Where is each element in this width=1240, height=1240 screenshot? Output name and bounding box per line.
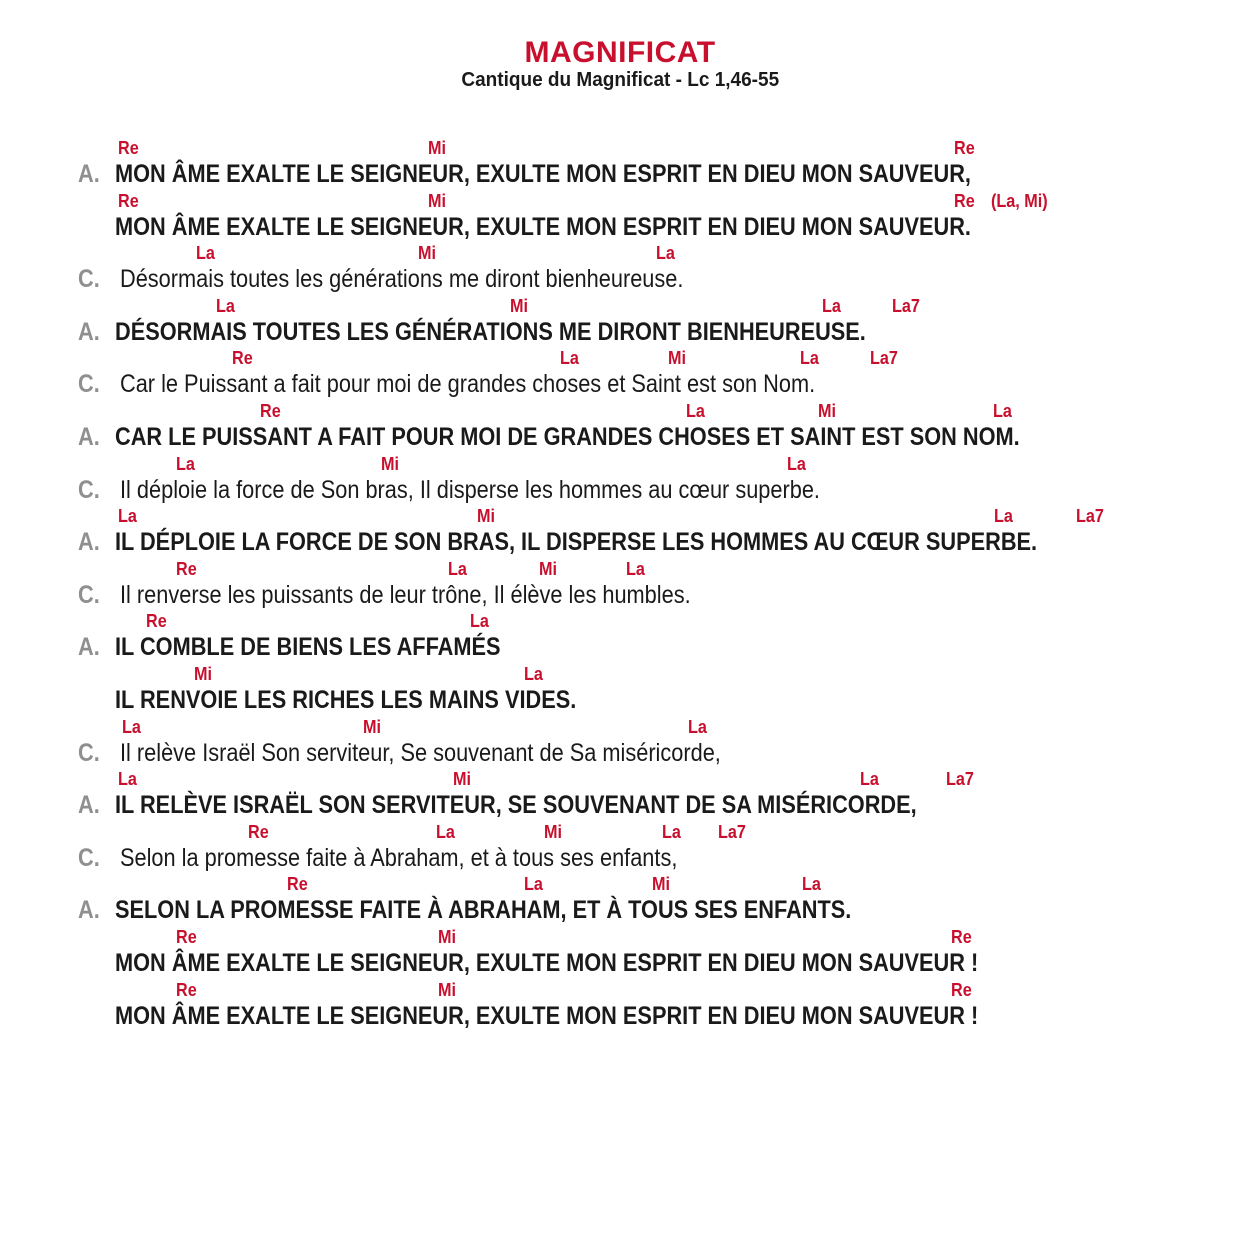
cantor-label: C. bbox=[78, 843, 100, 872]
chord-annotation: La bbox=[122, 716, 141, 737]
lyric-row bbox=[0, 581, 1240, 610]
chord-annotation: Mi bbox=[818, 400, 836, 421]
lyric-row bbox=[0, 633, 1240, 662]
song-line bbox=[0, 925, 1240, 978]
lyric-row bbox=[0, 739, 1240, 768]
lyric-text: MON ÂME EXALTE LE SEIGNEUR, EXULTE MON ESPRIT EN DIEU MON SAUVEUR ! bbox=[115, 948, 979, 977]
chord-annotation: La bbox=[822, 295, 841, 316]
chord-annotation: La bbox=[626, 558, 645, 579]
assembly-label: A. bbox=[78, 791, 100, 820]
chord-annotation: Re bbox=[248, 821, 269, 842]
chord-annotation: Re bbox=[118, 138, 139, 158]
page-subtitle bbox=[0, 69, 1240, 92]
chord-annotation: Mi bbox=[544, 821, 562, 842]
chord-annotation: Mi bbox=[668, 348, 686, 369]
lyric-text: SELON LA PROMESSE FAITE À ABRAHAM, ET À TOUS SES ENFANTS. bbox=[115, 896, 852, 925]
assembly-label: A. bbox=[78, 422, 100, 451]
chord-annotation: Re bbox=[954, 138, 975, 158]
lyric-row bbox=[0, 844, 1240, 873]
chord-annotation: Re bbox=[176, 926, 197, 947]
lyric-row bbox=[0, 160, 1240, 189]
song-line bbox=[0, 399, 1240, 452]
song-line bbox=[0, 662, 1240, 715]
chord-annotation: (La, Mi) bbox=[991, 190, 1048, 211]
chord-row bbox=[0, 767, 1240, 791]
chord-annotation: La bbox=[787, 453, 806, 474]
chord-annotation: La bbox=[560, 348, 579, 369]
lyric-text: MON ÂME EXALTE LE SEIGNEUR, EXULTE MON ESPRIT EN DIEU MON SAUVEUR. bbox=[115, 212, 971, 241]
song-line bbox=[0, 452, 1240, 505]
assembly-label: A. bbox=[78, 528, 100, 557]
song-line bbox=[0, 136, 1240, 189]
chord-annotation: La bbox=[993, 400, 1012, 421]
chord-annotation: Re bbox=[146, 611, 167, 632]
lyric-text: Désormais toutes les générations me diront bienheureuse. bbox=[120, 265, 684, 294]
song-line bbox=[0, 557, 1240, 610]
chord-row bbox=[0, 452, 1240, 476]
chord-annotation: La bbox=[524, 663, 543, 684]
chord-annotation: Re bbox=[232, 348, 253, 369]
lyric-text: MON ÂME EXALTE LE SEIGNEUR, EXULTE MON ESPRIT EN DIEU MON SAUVEUR ! bbox=[115, 1001, 979, 1030]
chord-annotation: Mi bbox=[381, 453, 399, 474]
chord-annotation: Mi bbox=[438, 979, 456, 1000]
chord-row bbox=[0, 978, 1240, 1002]
assembly-label: A. bbox=[78, 160, 100, 188]
chord-annotation: Re bbox=[954, 190, 975, 211]
chord-row bbox=[0, 820, 1240, 844]
lyric-row bbox=[0, 791, 1240, 820]
chord-annotation: Re bbox=[951, 979, 972, 1000]
chord-annotation: Mi bbox=[453, 769, 471, 790]
cantor-label: C. bbox=[78, 580, 100, 609]
chord-annotation: La7 bbox=[718, 821, 746, 842]
lyric-text: Il déploie la force de Son bras, Il disperse les hommes au cœur superbe. bbox=[120, 475, 820, 504]
song-line bbox=[0, 978, 1240, 1031]
lyric-row bbox=[0, 318, 1240, 347]
lyric-text: DÉSORMAIS TOUTES LES GÉNÉRATIONS ME DIRONT BIENHEUREUSE. bbox=[115, 317, 866, 346]
chord-annotation: Mi bbox=[438, 926, 456, 947]
chord-annotation: La bbox=[800, 348, 819, 369]
chord-annotation: Mi bbox=[418, 243, 436, 264]
chord-annotation: Re bbox=[176, 979, 197, 1000]
chord-annotation: Re bbox=[260, 400, 281, 421]
chord-annotation: Mi bbox=[477, 506, 495, 527]
song-line bbox=[0, 872, 1240, 925]
lyric-row bbox=[0, 213, 1240, 242]
chord-annotation: La7 bbox=[946, 769, 974, 790]
lyric-text: IL DÉPLOIE LA FORCE DE SON BRAS, IL DISPERSE LES HOMMES AU CŒUR SUPERBE. bbox=[115, 528, 1038, 557]
chord-annotation: La bbox=[860, 769, 879, 790]
chord-annotation: La7 bbox=[1076, 506, 1104, 527]
chord-annotation: Re bbox=[118, 190, 139, 211]
chord-annotation: La bbox=[802, 874, 821, 895]
chord-annotation: Re bbox=[951, 926, 972, 947]
chord-row bbox=[0, 346, 1240, 370]
chord-annotation: Mi bbox=[428, 138, 446, 158]
chord-row bbox=[0, 399, 1240, 423]
chord-annotation: La7 bbox=[870, 348, 898, 369]
lyric-row bbox=[0, 265, 1240, 294]
chord-annotation: La7 bbox=[892, 295, 920, 316]
lyric-row bbox=[0, 949, 1240, 978]
song-line bbox=[0, 346, 1240, 399]
lyric-text: Selon la promesse faite à Abraham, et à tous ses enfants, bbox=[120, 843, 678, 872]
chord-annotation: La bbox=[448, 558, 467, 579]
song-line bbox=[0, 189, 1240, 242]
chord-annotation: La bbox=[216, 295, 235, 316]
assembly-label: A. bbox=[78, 317, 100, 346]
chord-annotation: La bbox=[196, 243, 215, 264]
lyric-row bbox=[0, 896, 1240, 925]
chord-row bbox=[0, 925, 1240, 949]
chord-row bbox=[0, 662, 1240, 686]
chord-row bbox=[0, 504, 1240, 528]
lyric-text: MON ÂME EXALTE LE SEIGNEUR, EXULTE MON ESPRIT EN DIEU MON SAUVEUR, bbox=[115, 160, 971, 188]
song-line bbox=[0, 715, 1240, 768]
page-title: MAGNIFICAT bbox=[524, 36, 716, 69]
lyric-row bbox=[0, 423, 1240, 452]
page-subtitle-text: Cantique du Magnificat - Lc 1,46-55 bbox=[461, 69, 779, 91]
cantor-label: C. bbox=[78, 475, 100, 504]
chord-annotation: Mi bbox=[510, 295, 528, 316]
lyric-row bbox=[0, 476, 1240, 505]
cantor-label: C. bbox=[78, 265, 100, 294]
chord-annotation: La bbox=[118, 506, 137, 527]
lyric-text: CAR LE PUISSANT A FAIT POUR MOI DE GRANDES CHOSES ET SAINT EST SON NOM. bbox=[115, 422, 1020, 451]
lyric-text: IL COMBLE DE BIENS LES AFFAMÉS bbox=[115, 633, 501, 662]
chord-annotation: Mi bbox=[363, 716, 381, 737]
lyric-row bbox=[0, 686, 1240, 715]
assembly-label: A. bbox=[78, 633, 100, 662]
chord-row bbox=[0, 715, 1240, 739]
cantor-label: C. bbox=[78, 370, 100, 399]
lyric-row bbox=[0, 1002, 1240, 1031]
chord-row bbox=[0, 241, 1240, 265]
chord-row bbox=[0, 609, 1240, 633]
chord-annotation: La bbox=[686, 400, 705, 421]
song-line bbox=[0, 820, 1240, 873]
chord-annotation: La bbox=[470, 611, 489, 632]
lyric-text: IL RELÈVE ISRAËL SON SERVITEUR, SE SOUVENANT DE SA MISÉRICORDE, bbox=[115, 791, 917, 820]
chord-annotation: La bbox=[662, 821, 681, 842]
chord-annotation: La bbox=[994, 506, 1013, 527]
chord-annotation: La bbox=[688, 716, 707, 737]
chord-annotation: Mi bbox=[428, 190, 446, 211]
chord-row bbox=[0, 294, 1240, 318]
song-line bbox=[0, 504, 1240, 557]
assembly-label: A. bbox=[78, 896, 100, 925]
chord-annotation: La bbox=[118, 769, 137, 790]
lyric-text: Car le Puissant a fait pour moi de grandes choses et Saint est son Nom. bbox=[120, 370, 816, 399]
chord-annotation: La bbox=[524, 874, 543, 895]
song bbox=[0, 136, 1240, 1030]
chord-annotation: Re bbox=[176, 558, 197, 579]
chord-annotation: La bbox=[656, 243, 675, 264]
chord-annotation: La bbox=[436, 821, 455, 842]
chord-annotation: Mi bbox=[539, 558, 557, 579]
cantor-label: C. bbox=[78, 738, 100, 767]
song-line bbox=[0, 767, 1240, 820]
chord-annotation: Re bbox=[287, 874, 308, 895]
song-line bbox=[0, 609, 1240, 662]
chord-row bbox=[0, 557, 1240, 581]
chord-annotation: Mi bbox=[652, 874, 670, 895]
chord-row bbox=[0, 136, 1240, 160]
song-line bbox=[0, 241, 1240, 294]
chord-row bbox=[0, 872, 1240, 896]
lyric-row bbox=[0, 528, 1240, 557]
song-line bbox=[0, 294, 1240, 347]
lyric-row bbox=[0, 370, 1240, 399]
lyric-text: Il relève Israël Son serviteur, Se souvenant de Sa miséricorde, bbox=[120, 738, 721, 767]
lyric-text: Il renverse les puissants de leur trône, Il élève les humbles. bbox=[120, 580, 691, 609]
chord-annotation: La bbox=[176, 453, 195, 474]
chord-annotation: Mi bbox=[194, 663, 212, 684]
lyric-text: IL RENVOIE LES RICHES LES MAINS VIDES. bbox=[115, 685, 577, 714]
chord-row bbox=[0, 189, 1240, 213]
